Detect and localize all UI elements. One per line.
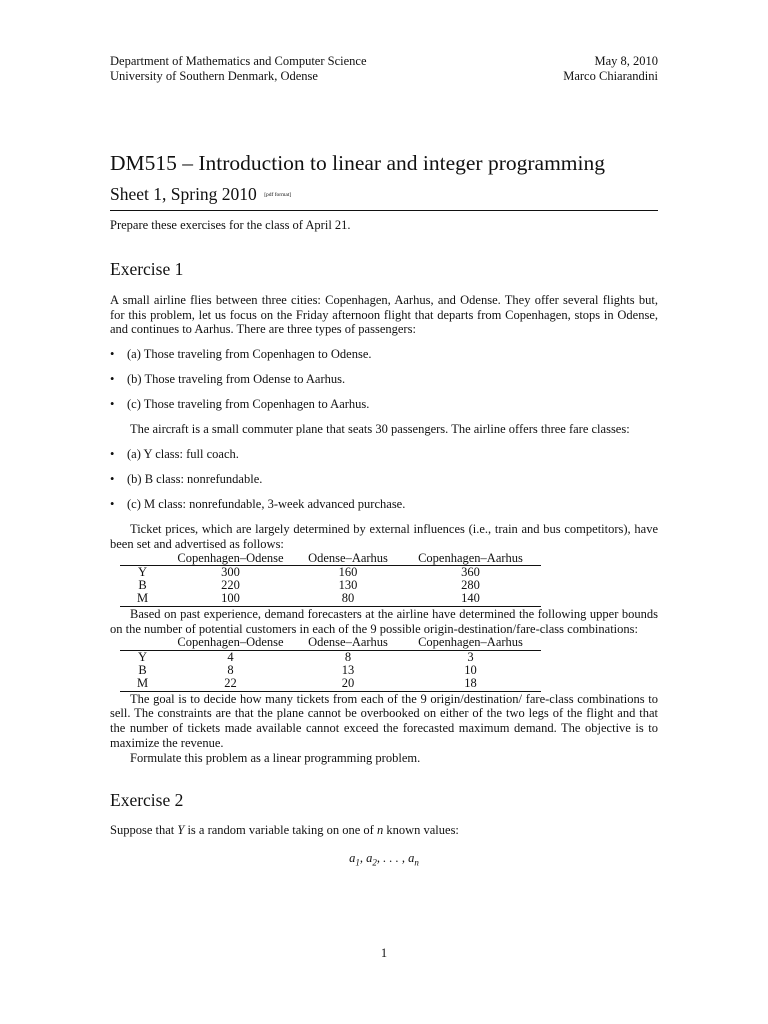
exercise-2-heading: Exercise 2: [110, 789, 184, 810]
table-cell: 220: [221, 578, 240, 593]
table-cell: 13: [341, 662, 355, 677]
table-cell: 360: [461, 564, 480, 579]
page-header: [110, 54, 658, 84]
table-cell: 10: [464, 662, 477, 677]
table-row: [120, 664, 541, 677]
list-item: • (a) Y class: full coach.: [127, 447, 658, 462]
sheet-subtitle: [110, 183, 658, 206]
exercise-1-heading: Exercise 1: [110, 258, 184, 279]
aircraft-paragraph: The aircraft is a small commuter plane that seats 30 passengers. The airline offers three fare classes:: [130, 422, 630, 437]
table-cell: 300: [221, 564, 240, 579]
column-header: Copenhagen–Odense: [165, 636, 296, 650]
list-item: • (c) Those traveling from Copenhagen to Aarhus.: [127, 397, 658, 412]
passenger-types-list: [110, 347, 658, 412]
list-item: • (c) M class: nonrefundable, 3-week advanced purchase.: [127, 497, 658, 512]
table-cell: Y: [137, 649, 148, 664]
table-row: [120, 677, 541, 691]
university-text: University of Southern Denmark, Odense: [110, 69, 318, 83]
pdf-format-link[interactable]: [pdf format]: [264, 192, 292, 198]
table-header-row: [120, 636, 541, 650]
table-cell: B: [138, 578, 147, 593]
table-cell: 20: [296, 677, 400, 691]
table-cell: M: [120, 592, 165, 606]
demand-paragraph: Based on past experience, demand forecasters at the airline have determined the following upper bounds on the number of potential customers in each of the 9 possible origin-destination/fare-class combinations:: [110, 606, 658, 636]
table-cell: B: [138, 662, 147, 677]
page-number: 1: [380, 946, 388, 960]
table-cell: 8: [227, 662, 234, 677]
list-item: • (a) Those traveling from Copenhagen to Odense.: [127, 347, 658, 362]
column-header: Copenhagen–Aarhus: [400, 636, 541, 650]
table-cell: 160: [338, 564, 358, 579]
table-row: [120, 592, 541, 606]
column-header: Copenhagen–Aarhus: [400, 552, 541, 566]
subtitle-text: Sheet 1, Spring 2010: [110, 184, 257, 204]
date-text: May 8, 2010: [594, 54, 658, 68]
table-cell: 80: [296, 592, 400, 606]
table-row: [120, 565, 541, 579]
list-item: • (b) B class: nonrefundable.: [127, 472, 658, 487]
table-cell: 22: [165, 677, 296, 691]
goal-paragraph: The goal is to decide how many tickets from each of the 9 origin/destination/ fare-class combinations to sell. The constraints are that the plane cannot be overbooked on either of the two legs of the flight and that the number of tickets made available cannot exceed the forecasted maximum demand. The objective is to maximize the revenue.: [110, 691, 658, 750]
document-page: [110, 54, 658, 868]
column-header: Odense–Aarhus: [296, 636, 400, 650]
title-rule: [110, 210, 658, 211]
table-cell: 130: [338, 578, 358, 593]
document-title: DM515 – Introduction to linear and integer programming: [110, 151, 605, 175]
column-header: Odense–Aarhus: [296, 552, 400, 566]
fare-classes-list: [110, 447, 658, 512]
header-left: [110, 54, 367, 84]
table-cell: 18: [400, 677, 541, 691]
list-item: • (b) Those traveling from Odense to Aarhus.: [127, 372, 658, 387]
table-cell: 8: [344, 649, 352, 664]
table-cell: 100: [165, 592, 296, 606]
table-header-row: [120, 552, 541, 566]
column-header: Copenhagen–Odense: [165, 552, 296, 566]
ticket-prices-paragraph: Ticket prices, which are largely determined by external influences (i.e., train and bus competitors), have been set and advertised as follows:: [110, 521, 658, 551]
exercise-2-paragraph: Suppose that Y is a random variable taking on one of n known values:: [110, 822, 459, 837]
exercise-1-paragraph: A small airline flies between three cities: Copenhagen, Aarhus, and Odense. They offer several flights but, for this problem, let us focus on the Friday afternoon flight that departs from Copenhagen, stops in Odense, and continues to Aarhus. There are three types of passengers:: [110, 292, 658, 337]
table-cell: 140: [400, 592, 541, 606]
table-cell: Y: [137, 564, 148, 579]
header-right: [563, 54, 658, 84]
sequence-formula: $a_1$, $a_2$, . . . , $a_n$: [349, 851, 419, 868]
intro-text: Prepare these exercises for the class of April 21.: [110, 218, 351, 232]
ticket-prices-table: [120, 552, 541, 607]
demand-table: [120, 636, 541, 691]
column-header: [120, 552, 165, 566]
table-cell: M: [120, 677, 165, 691]
author-text: Marco Chiarandini: [563, 69, 658, 83]
table-row: [120, 650, 541, 664]
table-cell: 4: [227, 649, 234, 664]
table-cell: 280: [461, 578, 480, 593]
formulate-paragraph: Formulate this problem as a linear programming problem.: [130, 750, 421, 765]
table-cell: 3: [467, 649, 474, 664]
table-row: [120, 579, 541, 592]
column-header: [120, 636, 165, 650]
department-text: Department of Mathematics and Computer Science: [110, 54, 367, 68]
